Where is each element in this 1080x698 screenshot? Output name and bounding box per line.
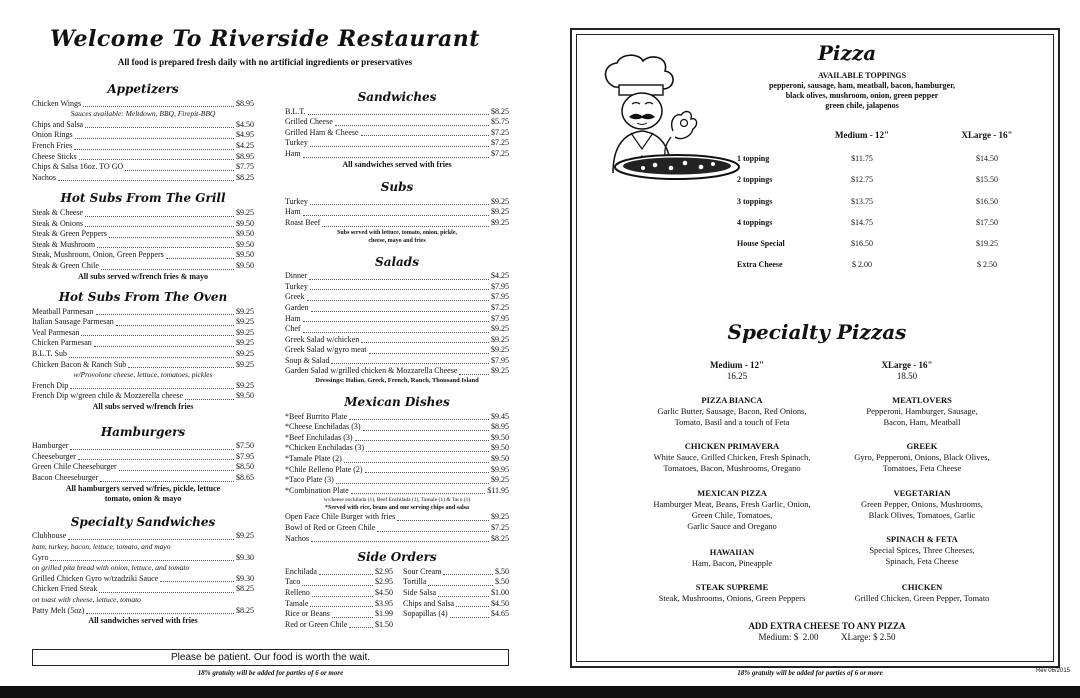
menu-item: *Tamale Plate (2) $9.50 — [285, 454, 509, 464]
specialty-medium-price — [687, 360, 787, 382]
specialty-pizza: HAWAIIAN Ham, Bacon, Pineapple — [691, 547, 773, 568]
size-medium-header: Medium - 12" — [835, 130, 889, 140]
toppings-list — [737, 81, 987, 111]
hot-subs-oven-title: Hot Subs From The Oven — [58, 290, 228, 305]
menu-item: Rice or Beans $1.99 — [285, 609, 393, 619]
menu-item: Cheese Sticks $8.95 — [32, 151, 254, 161]
gratuity-note-right: 18% gratuity will be added for parties of 6 or more — [737, 669, 883, 677]
patience-banner: Please be patient. Our food is worth the wait. — [32, 649, 509, 666]
specialty-sandwich-note: All sandwiches served with fries — [88, 616, 198, 626]
menu-item: *Combination Plate $11.95 — [285, 485, 509, 495]
menu-item: Clubhouse $9.25 — [32, 531, 254, 541]
subs-title: Subs — [380, 180, 414, 195]
item-description: ham, turkey, bacon, lettuce, tomato, and mayo — [32, 541, 171, 551]
side-orders-col-1 — [285, 567, 393, 631]
menu-item: Nachos $8.25 — [285, 533, 509, 543]
salads-title: Salads — [375, 254, 419, 269]
combo-description: w/cheese enchilada (1), Beef Enchilada (1), Tamale (1) & Taco (1) — [323, 497, 471, 504]
menu-item: Sour Cream $.50 — [403, 566, 509, 576]
menu-item: B.L.T. Sub $9.25 — [32, 349, 254, 359]
hot-subs-grill-title: Hot Subs From The Grill — [60, 191, 226, 206]
menu-item: Steak & Mushroom $9.50 — [32, 239, 254, 249]
menu-item: Onion Rings $4.95 — [32, 130, 254, 140]
specialty-pizza: CHICKEN Grilled Chicken, Green Pepper, Tomato — [854, 582, 990, 603]
specialty-xlarge-value: 18.50 — [896, 371, 918, 381]
menu-item: Chicken Fried Steak $8.25 — [32, 584, 254, 594]
menu-item: Turkey $9.25 — [285, 196, 509, 206]
menu-item: *Cheese Enchiladas (3) $8.95 — [285, 422, 509, 432]
menu-item: Taco $2.95 — [285, 577, 393, 587]
toppings-line: black olives, mushroom, onion, green pepper — [785, 91, 939, 100]
dressings-note: Dressings: Italian, Greek, French, Ranch, Thousand Island — [315, 377, 479, 385]
sandwich-note: All sandwiches served with fries — [342, 159, 452, 169]
side-orders-grid — [285, 567, 509, 631]
menu-item: Patty Melt (5oz) $8.25 — [32, 605, 254, 615]
mexican-served-note: *Served with rice, beans and one serving chips and salsa — [324, 505, 469, 512]
menu-item: Chips & Salsa 16oz. TO GO $7.75 — [32, 162, 254, 172]
menu-item: Open Face Chile Burger with fries $9.25 — [285, 512, 509, 522]
menu-item: Turkey $7.25 — [285, 138, 509, 148]
specialty-pizza: STEAK SUPREME Steak, Mushrooms, Onions, Green Peppers — [658, 582, 806, 603]
menu-item: Grilled Chicken Gyro w/tzadziki Sauce $9.30 — [32, 573, 254, 583]
provolone-note: w/Provolone cheese, lettuce, tomatoes, pickles — [73, 370, 213, 380]
toppings-line: green chile, jalapenos — [825, 101, 899, 110]
menu-item: *Taco Plate (3) $9.25 — [285, 475, 509, 485]
item-description: on grilled pita bread with onion, lettuce, and tomato — [32, 563, 190, 573]
menu-item: Bacon Cheeseburger $8.65 — [32, 473, 254, 482]
specialty-pizza: VEGETARIAN Green Pepper, Onions, Mushrooms, Black Olives, Tomatoes, Garlic — [861, 488, 983, 520]
menu-item: *Beef Enchiladas (3) $9.50 — [285, 432, 509, 442]
menu-item: Grilled Cheese $5.75 — [285, 117, 509, 127]
extra-cheese-title: ADD EXTRA CHEESE TO ANY PIZZA — [748, 621, 906, 631]
menu-item: Greek Salad w/gyro meat $9.25 — [285, 345, 509, 355]
menu-item: French Dip $9.25 — [32, 380, 254, 390]
sauces-note: Sauces available: Meltdown, BBQ, Firepit-BBQ — [70, 109, 216, 119]
size-xlarge-header: XLarge - 16" — [961, 130, 1013, 140]
specialty-pizza: PIZZA BIANCA Garlic Butter, Sausage, Bacon, Red Onions, Tomato, Basil and a touch of Feta — [657, 395, 807, 427]
menu-item: B.L.T. $8.25 — [285, 106, 509, 116]
specialty-medium-value: 16.25 — [726, 371, 748, 381]
price-row: 2 toppings $12.75 $15.50 — [737, 175, 998, 184]
menu-item: Italian Sausage Parmesan $9.25 — [32, 317, 254, 327]
menu-item: Chef $9.25 — [285, 324, 509, 334]
menu-item: Steak, Mushroom, Onion, Green Peppers $9.50 — [32, 250, 254, 260]
pizza-title: Pizza — [817, 41, 877, 65]
menu-item: Soup & Salad $7.95 — [285, 355, 509, 365]
menu-item: *Beef Burrito Plate $9.45 — [285, 411, 509, 421]
extra-cheese-prices: Medium: $ 2.00 XLarge: $ 2.50 — [758, 632, 896, 642]
menu-item: Red or Green Chile $1.50 — [285, 619, 393, 629]
menu-item: Turkey $7.95 — [285, 281, 509, 291]
sandwiches-title: Sandwiches — [357, 90, 437, 104]
menu-item: Chicken Bacon & Ranch Sub $9.25 — [32, 359, 254, 369]
specialty-medium-label: Medium - 12" — [710, 360, 764, 370]
side-orders-title: Side Orders — [357, 550, 437, 565]
menu-item: Veal Parmesan $9.25 — [32, 327, 254, 337]
bottom-edge-shadow — [0, 686, 1080, 698]
specialty-pizza: SPINACH & FETA Special Spices, Three Cheeses, Spinach, Feta Cheese — [869, 534, 975, 566]
price-row: 3 toppings $13.75 $16.50 — [737, 197, 998, 206]
menu-item: Chips and Salsa $4.50 — [403, 598, 509, 608]
subs-note: Subs served with lettuce, tomato, onion, pickle, — [337, 229, 457, 236]
menu-item: Meatball Parmesan $9.25 — [32, 306, 254, 316]
menu-item: Steak & Green Peppers $9.50 — [32, 229, 254, 239]
specialty-pizza: GREEK Gyro, Pepperoni, Onions, Black Olives, Tomatoes, Feta Cheese — [854, 441, 990, 473]
menu-item: Ham $7.25 — [285, 148, 509, 158]
specialty-pizza: CHICKEN PRIMAVERA White Sauce, Grilled Chicken, Fresh Spinach, Tomatoes, Bacon, Mushrooms, Oregano — [653, 441, 811, 473]
specialty-pizza: MEXICAN PIZZA Hamburger Meat, Beans, Fresh Garlic, Onion, Green Chile, Tomatoes, Garlic Sauce and Oregano — [653, 488, 811, 531]
menu-item: Enchilada $2.95 — [285, 566, 393, 576]
price-row: 4 toppings $14.75 $17.50 — [737, 218, 998, 227]
menu-item: Chips and Salsa $4.50 — [32, 119, 254, 129]
menu-item: Green Chile Cheeseburger $8.50 — [32, 462, 254, 472]
pizza-menu-page — [570, 28, 1060, 668]
menu-item: French Fries $4.25 — [32, 140, 254, 150]
subs-note-2: cheese, mayo and fries — [368, 237, 426, 244]
menu-item: Nachos $8.25 — [32, 172, 254, 182]
pizza-page-inner-border — [576, 34, 1054, 662]
menu-item: Ham $9.25 — [285, 207, 509, 217]
middle-column — [285, 92, 509, 630]
price-row: Extra Cheese $ 2.00 $ 2.50 — [737, 260, 997, 269]
left-column — [32, 84, 254, 627]
price-row: House Special $16.50 $19.25 — [737, 239, 998, 248]
menu-item: Chicken Wings $8.95 — [32, 98, 254, 108]
menu-item: Steak & Green Chile $9.50 — [32, 260, 254, 270]
hamburger-note: All hamburgers served w/fries, pickle, lettuce — [65, 483, 221, 493]
menu-item: Roast Beef $9.25 — [285, 217, 509, 227]
menu-item: Greek $7.95 — [285, 292, 509, 302]
price-row: 1 topping $11.75 $14.50 — [737, 154, 998, 163]
menu-item: Tamale $3.95 — [285, 598, 393, 608]
menu-item: Gyro $9.30 — [32, 552, 254, 562]
oven-subs-note: All subs served w/french fries — [92, 402, 194, 412]
specialty-xlarge-price — [857, 360, 957, 382]
menu-item: Side Salsa $1.00 — [403, 587, 509, 597]
mexican-dishes-title: Mexican Dishes — [344, 395, 450, 410]
menu-item: Bowl of Red or Green Chile $7.25 — [285, 523, 509, 532]
gratuity-note-left: 18% gratuity will be added for parties of 6 or more — [197, 669, 344, 677]
menu-item: Relleno $4.50 — [285, 587, 393, 597]
menu-item: Garden $7.25 — [285, 302, 509, 312]
specialty-pizzas-title: Specialty Pizzas — [727, 320, 907, 344]
side-orders-col-2 — [403, 567, 509, 631]
menu-item: Tortilla $.50 — [403, 577, 509, 587]
menu-item: Chicken Parmesan $9.25 — [32, 338, 254, 348]
menu-item: French Dip w/green chile & Mozzerella cheese $9.50 — [32, 391, 254, 401]
specialty-sandwiches-title: Specialty Sandwiches — [70, 514, 216, 529]
specialty-xlarge-label: XLarge - 16" — [881, 360, 933, 370]
available-toppings-heading: AVAILABLE TOPPINGS — [817, 71, 907, 80]
menu-item: Garden Salad w/grilled chicken & Mozzarella Cheese $9.25 — [285, 366, 509, 376]
menu-item: Dinner $4.25 — [285, 271, 509, 281]
menu-item: Sopapillas (4) $4.65 — [403, 609, 509, 619]
toppings-line: pepperoni, sausage, ham, meatball, bacon, hamburger, — [768, 81, 956, 90]
menu-item: Grilled Ham & Cheese $7.25 — [285, 127, 509, 137]
appetizers-title: Appetizers — [107, 82, 179, 96]
menu-item: *Chicken Enchiladas (3) $9.50 — [285, 443, 509, 453]
chef-with-pizza-illustration — [585, 53, 745, 183]
menu-item: Steak & Onions $9.50 — [32, 218, 254, 228]
menu-item: Greek Salad w/chicken $9.25 — [285, 334, 509, 344]
hamburgers-title: Hamburgers — [100, 424, 186, 439]
subtitle: All food is prepared fresh daily with no artificial ingredients or preservatives — [117, 57, 413, 67]
extra-cheese-note — [687, 621, 967, 643]
revision-date: Rev 06/2015 — [1035, 668, 1070, 674]
welcome-title: Welcome To Riverside Restaurant — [50, 26, 480, 52]
menu-item: Hamburger $7.50 — [32, 441, 254, 451]
specialty-pizza: MEATLOVERS Pepperoni, Hamburger, Sausage, Bacon, Ham, Meatball — [866, 395, 978, 427]
grill-subs-note: All subs served w/french fries & mayo — [77, 271, 209, 281]
menu-item: *Chile Relleno Plate (2) $9.95 — [285, 464, 509, 474]
menu-item: Cheeseburger $7.95 — [32, 451, 254, 461]
hamburger-note-2: tomato, onion & mayo — [104, 494, 182, 504]
menu-item: Steak & Cheese $9.25 — [32, 207, 254, 217]
menu-item: Ham $7.95 — [285, 313, 509, 323]
item-description: on toast with cheese, lettuce, tomato — [32, 594, 141, 604]
